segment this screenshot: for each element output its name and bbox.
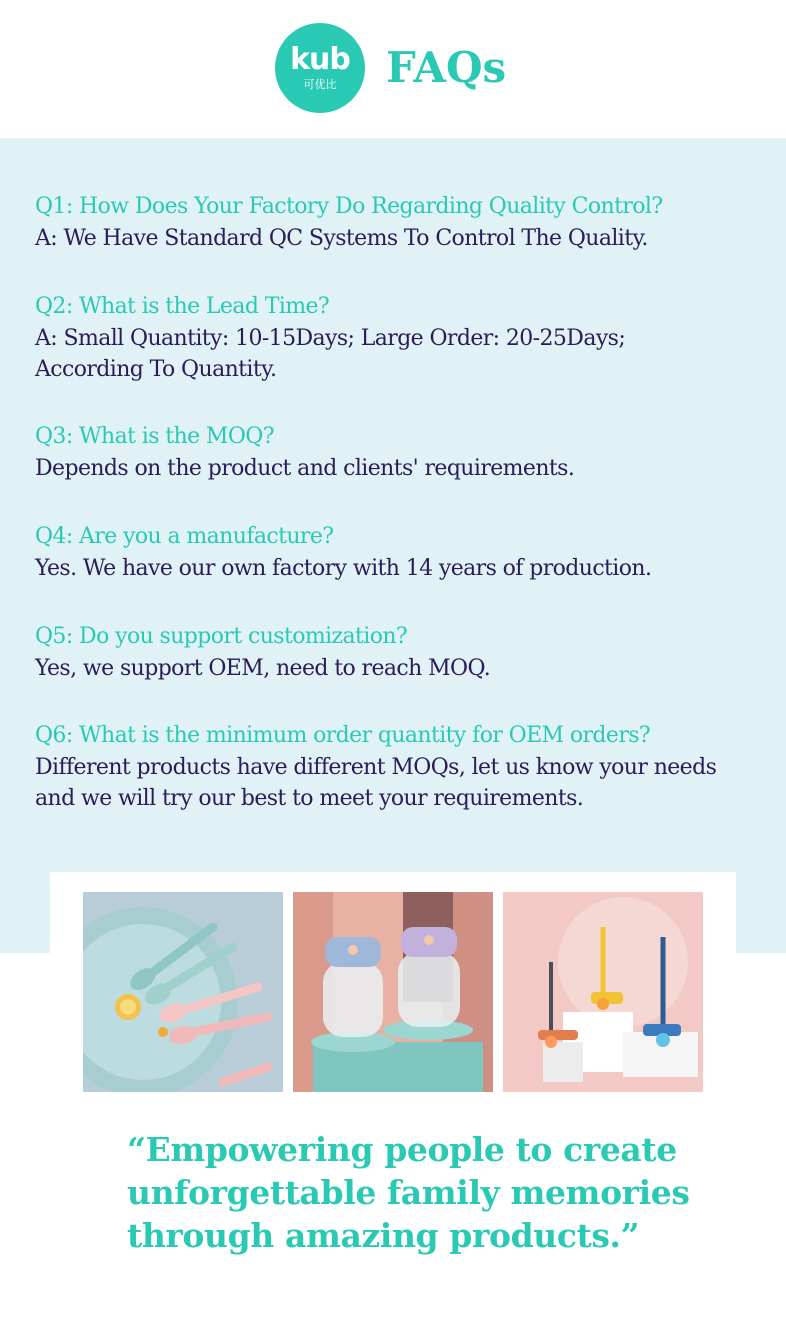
faq-item-3	[35, 420, 765, 484]
product-photo-scooters	[503, 892, 703, 1092]
logo-subtext: 可优比	[303, 78, 337, 91]
faq-question: Q4: Are you a manufacture?	[35, 524, 334, 549]
spoons-illustration	[83, 892, 283, 1092]
brand-quote: “Empowering people to create unforgettable family memories through amazing products.”	[127, 1130, 690, 1255]
faq-answer: Depends on the product and clients' requirements.	[35, 456, 575, 481]
kub-logo	[275, 23, 365, 113]
faq-item-2	[35, 290, 765, 385]
faq-question: Q1: How Does Your Factory Do Regarding Quality Control?	[35, 194, 663, 219]
faq-item-4	[35, 520, 765, 584]
bottles-illustration	[293, 892, 493, 1092]
faq-answer: Yes. We have our own factory with 14 years of production.	[35, 556, 652, 581]
faq-question: Q6: What is the minimum order quantity for OEM orders?	[35, 723, 651, 748]
faq-answer: Different products have different MOQs, let us know your needs and we will try our best to meet your requirements.	[35, 755, 717, 811]
faq-answer: A: Small Quantity: 10-15Days; Large Order: 20-25Days; According To Quantity.	[35, 326, 626, 382]
logo-wordmark: kub	[290, 42, 350, 77]
faq-question: Q3: What is the MOQ?	[35, 424, 274, 449]
faq-question: Q5: Do you support customization?	[35, 624, 408, 649]
product-photo-bottles	[293, 892, 493, 1092]
page-header	[0, 0, 786, 138]
faq-answer: Yes, we support OEM, need to reach MOQ.	[35, 656, 491, 681]
page-title: FAQs	[386, 43, 507, 92]
faq-item-5	[35, 620, 765, 684]
faq-answer: A: We Have Standard QC Systems To Control The Quality.	[35, 226, 648, 251]
faq-item-1	[35, 190, 765, 254]
scooters-illustration	[503, 892, 703, 1092]
faq-item-6	[35, 719, 765, 814]
product-photo-spoons	[83, 892, 283, 1092]
faq-question: Q2: What is the Lead Time?	[35, 294, 330, 319]
